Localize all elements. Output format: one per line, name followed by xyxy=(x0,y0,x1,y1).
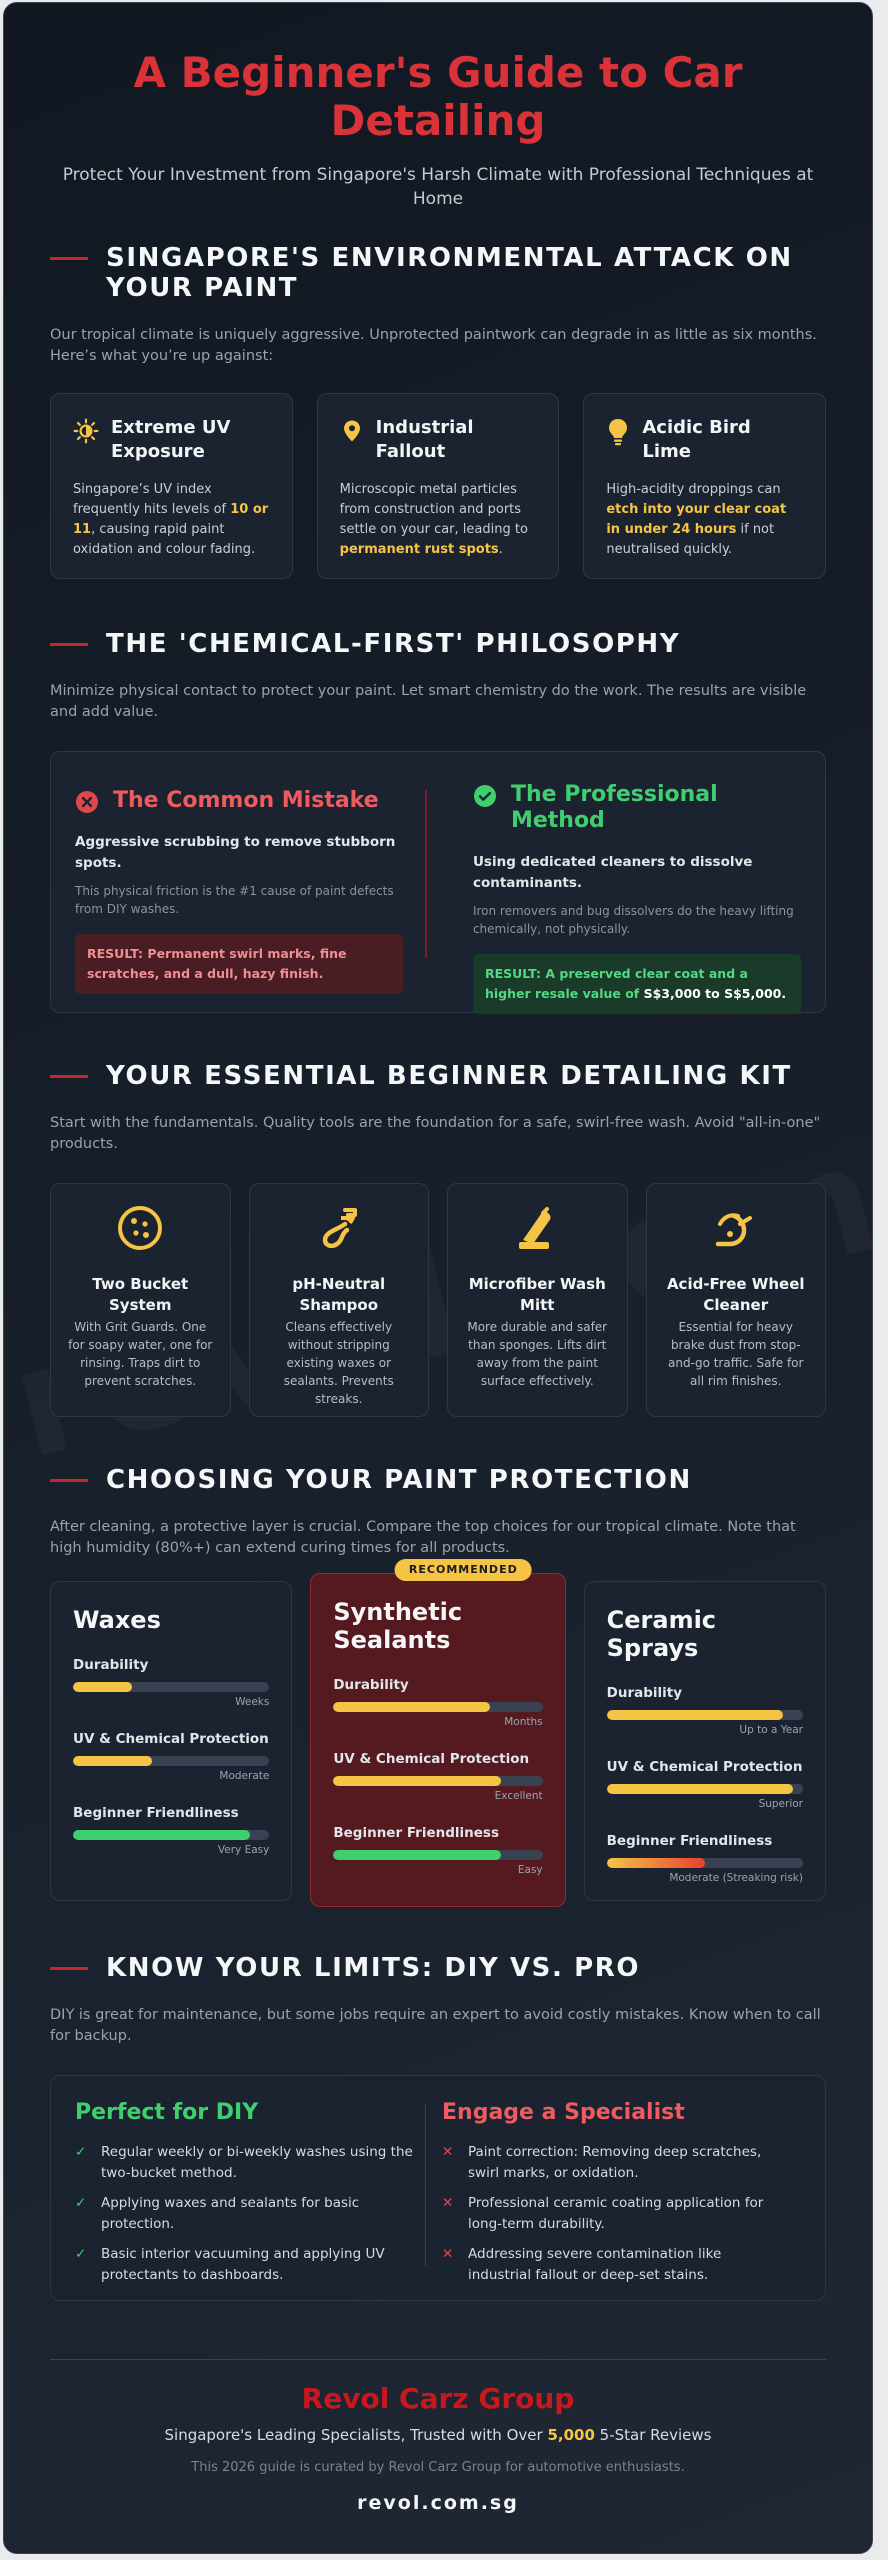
limits-section xyxy=(50,1953,826,2301)
metric-note: Easy xyxy=(517,1864,543,1876)
kit-item-desc: With Grit Guards. One for soapy water, one for rinsing. Traps dirt to prevent scratches. xyxy=(68,1320,213,1388)
mistake-title: The Common Mistake xyxy=(113,788,379,813)
threat-title: Extreme UV Exposure xyxy=(111,417,231,462)
check-circle-icon xyxy=(473,784,497,808)
metric-label: UV & Chemical Protection xyxy=(73,1731,269,1747)
cross-icon: ✕ xyxy=(442,2144,454,2160)
section-heading xyxy=(50,1953,826,1983)
metric-bar-fill xyxy=(73,1682,132,1692)
recommended-badge: RECOMMENDED xyxy=(395,1559,532,1581)
wash-mitt-icon xyxy=(513,1204,561,1252)
pro-sub: Iron removers and bug dissolvers do the heavy lifting chemically, not physically. xyxy=(472,904,794,936)
metric-bar-track xyxy=(607,1710,803,1720)
protection-intro: After cleaning, a protective layer is crucial. Compare the top choices for our tropical climate. Note that high humidity (80%+) can extend curing times for all products. xyxy=(50,1519,796,1556)
specialist-list-item xyxy=(442,2244,782,2286)
metric-note: Superior xyxy=(758,1798,803,1810)
metric-note: Moderate (Streaking risk) xyxy=(669,1872,803,1884)
column-divider xyxy=(425,790,427,958)
metric xyxy=(73,1730,269,1782)
metric-label: Durability xyxy=(333,1677,409,1693)
metric-label: Durability xyxy=(73,1657,149,1673)
metric-label: UV & Chemical Protection xyxy=(606,1759,803,1775)
limits-title: KNOW YOUR LIMITS: DIY VS. PRO xyxy=(106,1953,641,1983)
metric xyxy=(607,1684,803,1736)
metric-bar-track xyxy=(607,1858,803,1868)
check-icon: ✓ xyxy=(75,2246,87,2262)
specialist-list-item xyxy=(442,2142,782,2184)
kit-item-desc: Cleans effectively without stripping existing waxes or sealants. Prevents streaks. xyxy=(283,1320,394,1406)
metric-bar-track xyxy=(333,1702,542,1712)
column-divider xyxy=(425,2104,426,2266)
error-circle-icon xyxy=(75,790,99,814)
metric xyxy=(333,1676,542,1728)
footer xyxy=(50,2359,826,2515)
pro-title: The Professional Method xyxy=(510,782,718,833)
kit-item-desc: More durable and safer than sponges. Lifts dirt away from the paint surface effectively. xyxy=(467,1320,608,1388)
mistake-column xyxy=(75,788,403,982)
metric-bar-track xyxy=(607,1784,803,1794)
list-item-text: Addressing severe contamination like industrial fallout or deep-set stains. xyxy=(468,2246,722,2283)
check-icon: ✓ xyxy=(75,2195,87,2211)
metric xyxy=(73,1804,269,1856)
kit-item-desc: Essential for heavy brake dust from stop-and-go traffic. Safe for all rim finishes. xyxy=(668,1320,804,1388)
threats-section xyxy=(50,243,826,579)
metric-bar-fill xyxy=(73,1830,250,1840)
philosophy-intro: Minimize physical contact to protect your paint. Let smart chemistry do the work. The results are visible and add value. xyxy=(50,683,807,720)
metric-bar-track xyxy=(73,1682,269,1692)
pro-result: RESULT: A preserved clear coat and a higher resale value of S$3,000 to S$5,000. xyxy=(473,954,801,1014)
protection-name: Synthetic Sealants xyxy=(333,1598,463,1654)
mistake-result: RESULT: Permanent swirl marks, fine scratches, and a dull, hazy finish. xyxy=(75,934,403,994)
metric-label: Durability xyxy=(606,1685,683,1701)
brand-tagline: Singapore's Leading Specialists, Trusted with Over 5,000 5-Star Reviews xyxy=(164,2426,712,2444)
diy-column xyxy=(75,2100,415,2283)
metric-bar-track xyxy=(333,1850,542,1860)
tire-icon xyxy=(712,1204,760,1252)
specialist-title: Engage a Specialist xyxy=(442,2100,685,2125)
metric-bar-track xyxy=(73,1756,269,1766)
protection-title: CHOOSING YOUR PAINT PROTECTION xyxy=(106,1465,692,1495)
kit-section xyxy=(50,1061,826,1417)
brand-name: Revol Carz Group xyxy=(301,2382,575,2415)
metric-note: Moderate xyxy=(219,1770,270,1782)
location-pin-icon xyxy=(340,418,364,444)
metric-note: Months xyxy=(504,1716,543,1728)
pro-lead: Using dedicated cleaners to dissolve contaminants. xyxy=(472,854,753,891)
section-heading xyxy=(50,1061,826,1091)
specialist-list xyxy=(442,2142,782,2286)
protection-card-waxes xyxy=(50,1581,292,1901)
section-heading xyxy=(50,243,826,303)
diy-list-item xyxy=(75,2142,415,2184)
header xyxy=(50,49,826,211)
protection-name: Ceramic Sprays xyxy=(606,1606,717,1662)
diy-list-item xyxy=(75,2244,415,2286)
metric xyxy=(333,1824,542,1876)
metric-bar-fill xyxy=(333,1702,490,1712)
metric-bar-fill xyxy=(73,1756,152,1766)
metric-note: Excellent xyxy=(494,1790,543,1802)
section-heading xyxy=(50,629,826,659)
metric-label: Beginner Friendliness xyxy=(606,1833,773,1849)
threat-desc: High-acidity droppings can etch into your clear coat in under 24 hours if not neutralised quickly. xyxy=(606,482,787,557)
metric-label: UV & Chemical Protection xyxy=(333,1751,530,1767)
pump-bottle-icon xyxy=(315,1204,363,1252)
metric-bar-fill xyxy=(607,1710,784,1720)
list-item-text: Applying waxes and sealants for basic protection. xyxy=(101,2195,360,2232)
heading-accent-bar xyxy=(50,1967,88,1970)
metric-label: Beginner Friendliness xyxy=(73,1805,239,1821)
metric-bar-track xyxy=(73,1830,269,1840)
kit-item-bucket xyxy=(50,1183,231,1417)
page-title: A Beginner's Guide to Car Detailing xyxy=(133,48,743,145)
diy-list xyxy=(75,2142,415,2286)
kit-item-shampoo xyxy=(249,1183,430,1417)
sun-icon xyxy=(73,418,99,444)
specialist-list-item xyxy=(442,2193,782,2235)
lightbulb-icon xyxy=(606,418,630,446)
metric-note: Weeks xyxy=(235,1696,270,1708)
kit-item-title: Acid-Free Wheel Cleaner xyxy=(666,1275,805,1314)
metric-bar-track xyxy=(333,1776,542,1786)
limits-intro: DIY is great for maintenance, but some jobs require an expert to avoid costly mistakes. Know when to call for backup. xyxy=(50,2007,821,2044)
heading-accent-bar xyxy=(50,1075,88,1078)
website-link[interactable]: revol.com.sg xyxy=(357,2492,519,2514)
threat-card-fallout xyxy=(317,393,560,579)
threat-desc: Microscopic metal particles from construction and ports settle on your car, leading to permanent rust spots. xyxy=(339,482,528,557)
footer-divider xyxy=(50,2359,826,2360)
list-item-text: Professional ceramic coating application for long-term durability. xyxy=(468,2195,764,2232)
heading-accent-bar xyxy=(50,1479,88,1482)
curated-note: This 2026 guide is curated by Revol Carz Group for automotive enthusiasts. xyxy=(191,2460,685,2475)
mistake-sub: This physical friction is the #1 cause of paint defects from DIY washes. xyxy=(75,884,394,916)
philosophy-title: THE 'CHEMICAL-FIRST' PHILOSOPHY xyxy=(106,629,681,659)
cross-icon: ✕ xyxy=(442,2246,454,2262)
page-subtitle: Protect Your Investment from Singapore's Harsh Climate with Professional Techniques at Home xyxy=(62,165,814,209)
kit-item-title: Two Bucket System xyxy=(92,1275,189,1314)
metric-note: Up to a Year xyxy=(739,1724,803,1736)
diy-list-item xyxy=(75,2193,415,2235)
kit-title: YOUR ESSENTIAL BEGINNER DETAILING KIT xyxy=(106,1061,792,1091)
protection-options xyxy=(50,1563,826,1907)
threats-title: SINGAPORE'S ENVIRONMENTAL ATTACK ON YOUR PAINT xyxy=(106,243,793,303)
metric xyxy=(607,1758,803,1810)
protection-card-ceramic-sprays xyxy=(584,1581,826,1901)
kit-item-title: Microfiber Wash Mitt xyxy=(468,1275,606,1314)
kit-item-wheel-cleaner xyxy=(646,1183,827,1417)
kit-item-mitt xyxy=(447,1183,628,1417)
cookie-icon xyxy=(116,1204,164,1252)
infographic-page xyxy=(3,2,873,2554)
check-icon: ✓ xyxy=(75,2144,87,2160)
threat-card-bird-lime xyxy=(583,393,826,579)
protection-section xyxy=(50,1465,826,1907)
heading-accent-bar xyxy=(50,257,88,260)
diy-title: Perfect for DIY xyxy=(75,2100,259,2125)
list-item-text: Regular weekly or bi-weekly washes using the two-bucket method. xyxy=(101,2144,413,2181)
protection-name: Waxes xyxy=(73,1606,161,1634)
threat-title: Industrial Fallout xyxy=(375,417,474,462)
pro-limits-column xyxy=(442,2100,782,2283)
protection-card-synthetic-sealants xyxy=(310,1563,565,1907)
mistake-lead: Aggressive scrubbing to remove stubborn spots. xyxy=(75,834,396,871)
threat-desc: Singapore’s UV index frequently hits levels of 10 or 11, causing rapid paint oxidation and colour fading. xyxy=(73,482,269,557)
list-item-text: Basic interior vacuuming and applying UV protectants to dashboards. xyxy=(101,2246,385,2283)
metric xyxy=(607,1832,803,1884)
metric-label: Beginner Friendliness xyxy=(333,1825,499,1841)
cross-icon: ✕ xyxy=(442,2195,454,2211)
metric-bar-fill xyxy=(333,1776,500,1786)
metric-bar-fill xyxy=(607,1784,794,1794)
metric-bar-fill xyxy=(607,1858,705,1868)
heading-accent-bar xyxy=(50,643,88,646)
list-item-text: Paint correction: Removing deep scratches, swirl marks, or oxidation. xyxy=(468,2144,762,2181)
threats-intro: Our tropical climate is uniquely aggressive. Unprotected paintwork can degrade in as little as six months. Here’s what you’re up against: xyxy=(50,327,817,364)
metric xyxy=(73,1656,269,1708)
section-heading xyxy=(50,1465,826,1495)
philosophy-comparison xyxy=(50,751,826,1013)
metric-bar-fill xyxy=(333,1850,500,1860)
limits-comparison xyxy=(50,2075,826,2301)
kit-intro: Start with the fundamentals. Quality tools are the foundation for a safe, swirl-free wash. Avoid "all-in-one" products. xyxy=(50,1115,821,1152)
threat-title: Acidic Bird Lime xyxy=(642,417,751,462)
metric-note: Very Easy xyxy=(217,1844,270,1856)
metric xyxy=(333,1750,542,1802)
philosophy-section xyxy=(50,629,826,1013)
pro-column xyxy=(472,782,801,1001)
threat-card-uv xyxy=(50,393,293,579)
kit-item-title: pH-Neutral Shampoo xyxy=(292,1275,386,1314)
